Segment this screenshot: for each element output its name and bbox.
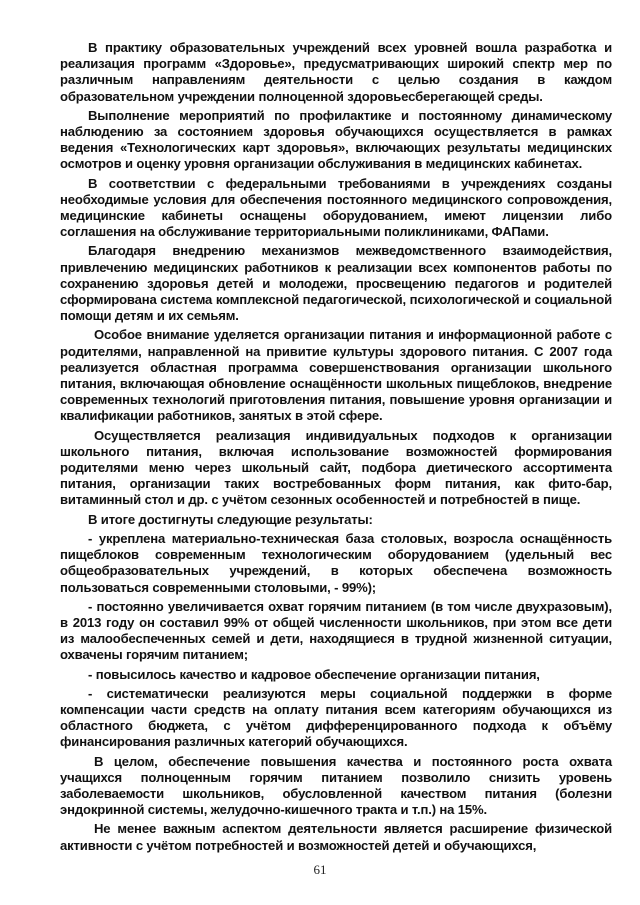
list-item: - постоянно увеличивается охват горячим питанием (в том числе двухразовым), в 2013 году он составил 99% от общей численности школьников, при этом все дети из малообеспеченных семей и дети, находящиеся в трудной жизненной ситуации, охвачены горячим питанием; (60, 598, 612, 663)
paragraph: Выполнение мероприятий по профилактике и постоянному динамическому наблюдению за состоянием здоровья обучающихся осуществляется в рамках ведения «Технологических карт здоровья», включающих результаты медицинских осмотров и оценку уровня организации обслуживания в медицинских кабинетах. (60, 107, 612, 172)
paragraph: Не менее важным аспектом деятельности является расширение физической активности с учётом потребностей и возможностей детей и обучающихся, (60, 821, 612, 853)
list-item: - укреплена материально-техническая база столовых, возросла оснащённость пищеблоков современным технологическим оборудованием (удельный вес общеобразовательных учреждений, в которых обеспечена возможность пользоваться современными столовыми, - 99%); (60, 530, 612, 595)
list-item: - повысилось качество и кадровое обеспечение организации питания, (88, 666, 540, 682)
document-page (60, 40, 612, 857)
paragraph: В практику образовательных учреждений всех уровней вошла разработка и реализация программ «Здоровье», предусматривающих широкий спектр мер по различным направлениям деятельности с целью создания в каждом образовательном учреждении полноценной здоровьесберегающей среды. (60, 40, 612, 104)
paragraph: Особое внимание уделяется организации питания и информационной работе с родителями, направленной на привитие культуры здорового питания. С 2007 года реализуется областная программа совершенствования организации школьного питания, включающая обновление оснащённости школьных пищеблоков, внедрение современных технологий приготовления питания, повышение уровня организации и квалификации работников, занятых в этой сфере. (60, 327, 612, 424)
list-item: - систематически реализуются меры социальной поддержки в форме компенсации части средств на оплату питания всем категориям обучающихся из областного бюджета, с учётом дифференцированного подхода к объёму финансирования различных категорий обучающихся. (60, 685, 612, 750)
results-heading: В итоге достигнуты следующие результаты: (88, 511, 373, 527)
paragraph: В соответствии с федеральными требованиями в учреждениях созданы необходимые условия для обеспечения постоянного медицинского сопровождения, медицинские кабинеты оснащены оборудованием, имеют лицензии либо соглашения на обслуживание территориальными поликлиниками, ФАПами. (60, 175, 612, 240)
page-number: 61 (313, 862, 327, 877)
paragraph: В целом, обеспечение повышения качества и постоянного роста охвата учащихся полноценным горячим питанием позволило снизить уровень заболеваемости школьников, обусловленной качеством питания (болезни эндокринной системы, желудочно-кишечного тракта и т.п.) на 15%. (60, 753, 612, 818)
paragraph: Осуществляется реализация индивидуальных подходов к организации школьного питания, включая использование возможностей формирования родителями меню через школьный сайт, подбора диетического ассортимента питания, организации таких востребованных форм питания, как фито-бар, витаминный стол и др. с учётом сезонных особенностей и потребностей в пище. (60, 427, 612, 508)
paragraph: Благодаря внедрению механизмов межведомственного взаимодействия, привлечению медицинских работников к реализации всех компонентов работы по сохранению здоровья детей и молодежи, просвещению педагогов и родителей сформирована система комплексной педагогической, психологической и социальной помощи детям и их семьям. (60, 243, 612, 324)
